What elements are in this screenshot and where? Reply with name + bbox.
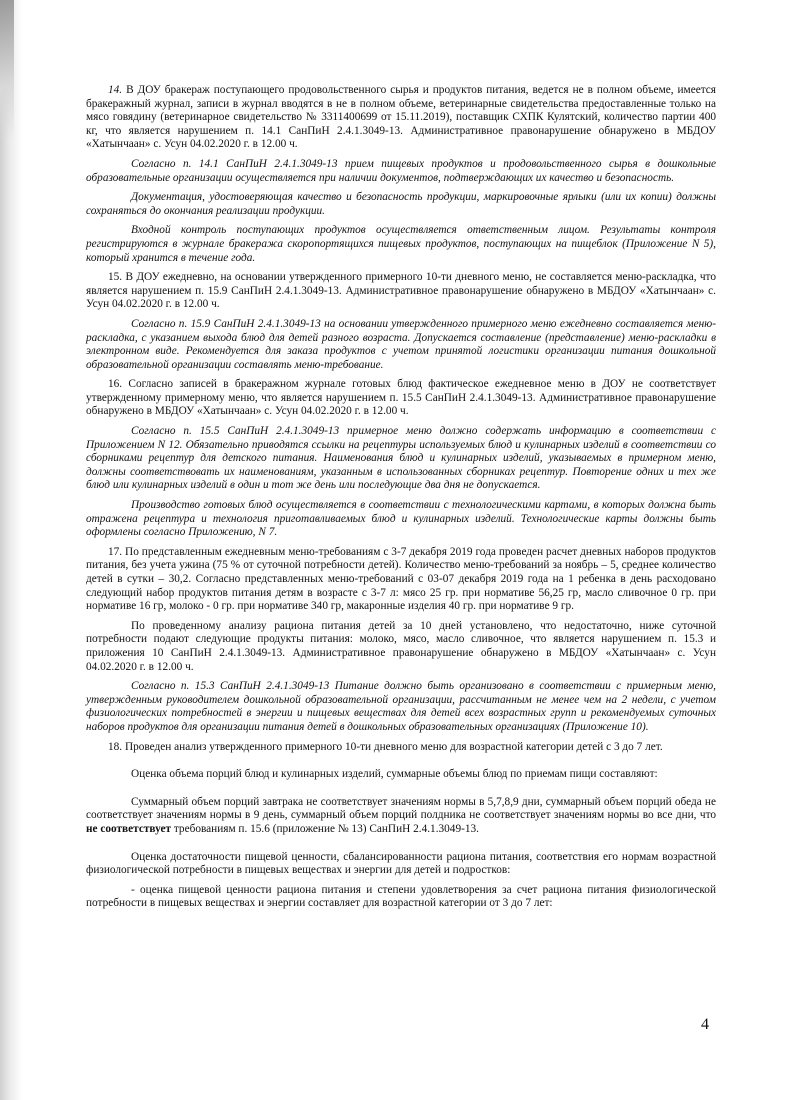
item-number: 14. [108, 84, 123, 96]
paragraph-17: 17. По представленным ежедневным меню-требованиям с 3-7 декабря 2019 года проведен расчет дневных наборов продуктов питания, без учета ужина (75 % от суточной потребности детей). Количество меню-требований за ноябрь – 5, среднее количество детей в сутки – 30,2. Согласно представленных меню-требований с 03-07 декабря 2019 года на 1 ребенка в день расходовано следующий набор продуктов питания детям в возрасте с 3-7 л: мясо 25 гр. при нормативе 56,25 гр, масло сливочное 0 гр. при нормативе 16 гр, молоко - 0 гр. при нормативе 340 гр, макаронные изделия 40 гр. при нормативе 9 гр. [86, 545, 716, 613]
paragraph-18-volumes [86, 796, 716, 837]
quote-17: Согласно п. 15.3 СанПиН 2.4.1.3049-13 Питание должно быть организовано в соответствии с примерным меню, утвержденным руководителем дошкольной образовательной организации, рассчитанным не менее чем на 2 недели, с учетом физиологических потребностей в энергии и пищевых веществах для детей всех возрастных групп и рекомендуемых суточных наборов продуктов для организации питания детей в дошкольных образовательных организациях (Приложение 10). [86, 680, 716, 733]
quote-14-2: Документация, удостоверяющая качество и безопасность продукции, маркировочные ярлыки (или их копии) должны сохраняться до окончания реализации продукции. [86, 191, 716, 217]
page-number: 4 [701, 1016, 709, 1033]
paragraph-15: 15. В ДОУ ежедневно, на основании утвержденного примерного 10-ти дневного меню, не составляется меню-раскладка, что является нарушением п. 15.9 СанПиН 2.4.1.3049-13. Административное правонарушение обнаружено в МБДОУ «Хатынчаан» с. Усун 04.02.2020 г. в 12.00 ч. [86, 271, 716, 311]
quote-15: Согласно п. 15.9 СанПиН 2.4.1.3049-13 на основании утвержденного примерного меню ежедневно составляется меню-раскладка, с указанием выхода блюд для детей разного возраста. Допускается составление (представление) меню-раскладки в электронном виде. Рекомендуется для заказа продуктов с учетом принятой логистики организации питания дошкольной образовательной организации составлять меню-требование. [86, 317, 716, 371]
paragraph-18-portions: Оценка объема порций блюд и кулинарных изделий, суммарные объемы блюд по приемам пищи составляют: [131, 768, 658, 781]
quote-14-3: Входной контроль поступающих продуктов осуществляется ответственным лицом. Результаты контроля регистрируются в журнале бракеража скоропортящихся пищевых продуктов, поступающих на пищеблок (Приложение N 5), который хранится в течение года. [86, 224, 716, 264]
paragraph-17-analysis: По проведенному анализу рациона питания детей за 10 дней установлено, что недостаточно, ниже суточной потребности подают следующие продукты питания: молоко, мясо, масло сливочное, что является нарушением п. 15.3 и приложения 10 СанПиН 2.4.1.3049-13. Административное правонарушение обнаружено в МБДОУ «Хатынчаан» с. Усун 04.02.2020 г. в 12.00 ч. [86, 619, 716, 673]
quote-14-1: Согласно п. 14.1 СанПиН 2.4.1.3049-13 прием пищевых продуктов и продовольственного сырья в дошкольные образовательные организации осуществляется при наличии документов, подтверждающих их качество и безопасность. [86, 157, 716, 184]
paragraph-14 [86, 84, 716, 152]
paragraph-18-assessment: - оценка пищевой ценности рациона питания и степени удовлетворения за счет рациона питания физиологической потребности в пищевых веществах и энергии составляет для возрастной категории от 3 до 7 лет: [86, 883, 716, 910]
paragraph-text: требованиям п. 15.6 (приложение № 13) СанПиН 2.4.1.3049-13. [173, 822, 479, 835]
paragraph-text: В ДОУ бракераж поступающего продовольственного сырья и продуктов питания, ведется не в полном объеме, имеется бракеражный журнал, записи в журнал вводятся в не в полном объеме, ветеринарные свидетельства предоставленные только на мясо говядину (ветеринарное свидетельство № 3311400699 от 15.11.2019), поставщик СХПК Кулятский, количество партии 400 кг, что является нарушением п. 14.1 СанПиН 2.4.1.3049-13. Административное правонарушение обнаружено в МБДОУ «Хатынчаан» с. Усун 04.02.2020 г. в 12.00 ч. [86, 84, 717, 151]
paragraph-text: Суммарный объем порций завтрака не соответствует значениям нормы в 5,7,8,9 дни, суммарный объем порций обеда не соответствует значениям нормы в 9 день, суммарный объем порций полдника не соответствует значениям нормы во все дни, что [86, 795, 716, 822]
paragraph-16: 16. Согласно записей в бракеражном журнале готовых блюд фактическое ежедневное меню в ДОУ не соответствует утвержденному примерному меню, что является нарушением п. 15.5 СанПиН 2.4.1.3049-13. Административное правонарушение обнаружено в МБДОУ «Хатынчаан» с. Усун 04.02.2020 г. в 12.00 ч. [86, 378, 716, 418]
quote-16-1: Согласно п. 15.5 СанПиН 2.4.1.3049-13 примерное меню должно содержать информацию в соответствии с Приложением N 12. Обязательно приводятся ссылки на рецептуры используемых блюд и кулинарных изделий в соответствии со сборниками рецептур для детского питания. Наименования блюд и кулинарных изделий, указываемых в примерном меню, должны соответствовать их наименованиям, указанным в использованных сборниках рецептур. Повторение одних и тех же блюд или кулинарных изделий в один и тот же день или последующие два дня не допускается. [86, 425, 716, 492]
quote-16-2: Производство готовых блюд осуществляется в соответствии с технологическими картами, в которых должна быть отражена рецептура и технология приготавливаемых блюд и кулинарных изделий. Технологические карты должны быть оформлены согласно Приложению, N 7. [86, 499, 716, 539]
bold-phrase: не соответствует [86, 822, 172, 835]
paragraph-18: 18. Проведен анализ утвержденного примерного 10-ти дневного меню для возрастной категории детей с 3 до 7 лет. [108, 740, 663, 753]
scanned-page-edge [0, 0, 22, 1100]
document-body [86, 84, 716, 917]
paragraph-18-nutrition: Оценка достаточности пищевой ценности, сбалансированности рациона питания, соответствия его нормам возрастной физиологической потребности в пищевых веществах и энергии для детей и подростков: [86, 850, 716, 877]
